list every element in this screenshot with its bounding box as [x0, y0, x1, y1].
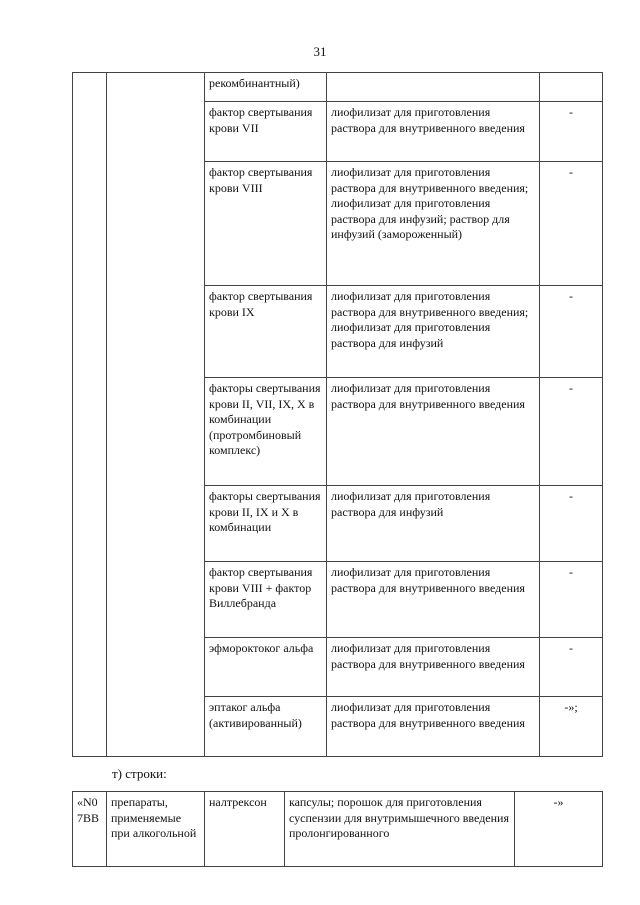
drug-name-cell: факторы свертывания крови II, IX и X в комбинации	[205, 486, 327, 562]
dosage-form-cell: лиофилизат для приготовления раствора для инфузий	[327, 486, 540, 562]
note-cell: -	[540, 102, 603, 162]
note-cell: -	[540, 378, 603, 486]
drug-name-cell: фактор свертывания крови VIII	[205, 162, 327, 286]
dosage-form-cell: лиофилизат для приготовления раствора для внутривенного введения; лиофилизат для приготовления раствора для инфузий	[327, 286, 540, 378]
drug-name-cell: факторы свертывания крови II, VII, IX, X в комбинации (протромбиновый комплекс)	[205, 378, 327, 486]
drug-name-cell: налтрексон	[205, 792, 285, 867]
atc-code-cell	[73, 73, 107, 757]
note-cell: -	[540, 562, 603, 638]
drug-name-cell: фактор свертывания крови VIII + фактор Виллебранда	[205, 562, 327, 638]
drug-table-new-rows	[72, 791, 603, 867]
drug-table-continued	[72, 72, 603, 757]
note-cell	[540, 73, 603, 102]
group-cell	[107, 73, 205, 757]
dosage-form-cell: лиофилизат для приготовления раствора для внутривенного введения	[327, 697, 540, 757]
note-cell: -»;	[540, 697, 603, 757]
dosage-form-cell: лиофилизат для приготовления раствора для внутривенного введения	[327, 638, 540, 697]
note-cell: -	[540, 486, 603, 562]
table-row	[73, 792, 603, 867]
drug-name-cell: фактор свертывания крови IX	[205, 286, 327, 378]
atc-code-cell: «N07BB	[73, 792, 107, 867]
table-row	[73, 73, 603, 102]
note-cell: -	[540, 638, 603, 697]
drug-name-cell: фактор свертывания крови VII	[205, 102, 327, 162]
dosage-form-cell: лиофилизат для приготовления раствора для внутривенного введения	[327, 102, 540, 162]
section-label: т) строки:	[112, 766, 167, 781]
note-cell: -»	[515, 792, 603, 867]
group-cell: препараты, применяемые при алкогольной	[107, 792, 205, 867]
dosage-form-cell: лиофилизат для приготовления раствора для внутривенного введения	[327, 378, 540, 486]
note-cell: -	[540, 286, 603, 378]
note-cell: -	[540, 162, 603, 286]
drug-name-cell: рекомбинантный)	[205, 73, 327, 102]
drug-name-cell: эптаког альфа (активированный)	[205, 697, 327, 757]
page-number: 31	[313, 44, 327, 59]
dosage-form-cell	[327, 73, 540, 102]
dosage-form-cell: лиофилизат для приготовления раствора для внутривенного введения	[327, 562, 540, 638]
drug-name-cell: эфмороктоког альфа	[205, 638, 327, 697]
dosage-form-cell: капсулы; порошок для приготовления суспензии для внутримышечного введения пролонгированного	[285, 792, 515, 867]
dosage-form-cell: лиофилизат для приготовления раствора для внутривенного введения; лиофилизат для приготовления раствора для инфузий; раствор для инфузий (замороженный)	[327, 162, 540, 286]
